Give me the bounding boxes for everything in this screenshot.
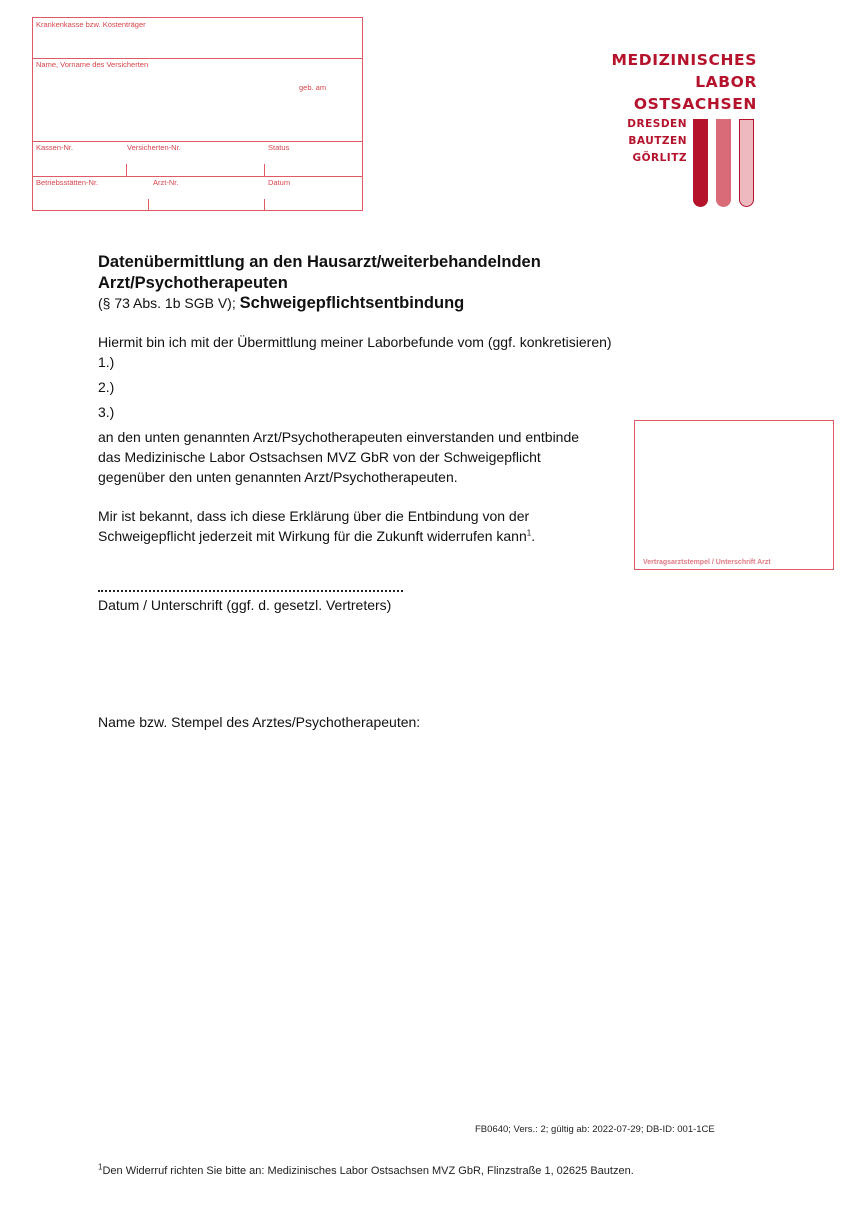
logo-line-3: OSTSACHSEN xyxy=(633,95,757,113)
kasse-label: Krankenkasse bzw. Kostenträger xyxy=(36,20,146,29)
legal-reference: (§ 73 Abs. 1b SGB V); xyxy=(98,295,240,311)
intro-text: Hiermit bin ich mit der Übermittlung meiner Laborbefunde vom (ggf. konkretisieren) xyxy=(98,334,612,350)
logo-line-2: LABOR xyxy=(695,73,757,91)
stamp-label: Vertragsarztstempel / Unterschrift Arzt xyxy=(643,559,771,566)
document-title-line-2: Arzt/Psychotherapeuten xyxy=(98,274,288,292)
form-tick xyxy=(264,199,265,211)
consent-text-line-3: gegenüber den unten genannten Arzt/Psychotherapeuten. xyxy=(98,469,458,485)
form-reference: FB0640; Vers.: 2; gültig ab: 2022-07-29; DB-ID: 001-1CE xyxy=(475,1124,715,1135)
footnote-text: Den Widerruf richten Sie bitte an: Medizinisches Labor Ostsachsen MVZ GbR, Flinzstraße 1, 02625 Bautzen. xyxy=(102,1165,634,1177)
form-divider xyxy=(33,176,362,177)
revoke-text-line-2 xyxy=(98,526,535,546)
logo-city-3: GÖRLITZ xyxy=(632,152,687,164)
signature-line[interactable] xyxy=(98,590,403,592)
form-tick xyxy=(264,164,265,176)
footnote-marker: 1 xyxy=(526,528,532,538)
doctor-label: Name bzw. Stempel des Arztes/Psychotherapeuten: xyxy=(98,714,421,730)
form-divider xyxy=(33,141,362,142)
list-item-2: 2.) xyxy=(98,379,115,395)
list-item-1: 1.) xyxy=(98,354,115,370)
consent-text-line-2: das Medizinische Labor Ostsachsen MVZ GbR von der Schweigepflicht xyxy=(98,449,541,465)
consent-text-line-1: an den unten genannten Arzt/Psychotherapeuten einverstanden und entbinde xyxy=(98,429,580,445)
footnote-marker: 1 xyxy=(98,1162,103,1172)
logo-city-2: BAUTZEN xyxy=(628,135,687,147)
logo-city-1: DRESDEN xyxy=(627,118,687,130)
arzt-nr-label: Arzt-Nr. xyxy=(153,178,179,187)
list-item-3: 3.) xyxy=(98,404,115,420)
logo-line-1: MEDIZINISCHES xyxy=(611,51,757,69)
versicherten-nr-label: Versicherten-Nr. xyxy=(127,143,181,152)
status-label: Status xyxy=(268,143,290,152)
revoke-text-line-1: Mir ist bekannt, dass ich diese Erklärung über die Entbindung von der xyxy=(98,508,530,524)
test-tube-icon xyxy=(739,119,754,207)
form-tick xyxy=(126,164,127,176)
document-subtitle xyxy=(98,294,464,313)
form-tick xyxy=(148,199,149,211)
footnote xyxy=(98,1162,634,1177)
doctor-stamp-box[interactable] xyxy=(634,420,834,570)
revoke-text: Schweigepflicht jederzeit mit Wirkung für die Zukunft widerrufen kann xyxy=(98,528,527,544)
form-divider xyxy=(33,58,362,59)
datum-label: Datum xyxy=(268,178,291,187)
signature-label: Datum / Unterschrift (ggf. d. gesetzl. Vertreters) xyxy=(98,597,392,613)
name-label: Name, Vorname des Versicherten xyxy=(36,60,149,69)
subtitle-bold: Schweigepflichtsentbindung xyxy=(239,294,465,312)
end-dot: . xyxy=(531,528,536,544)
insurance-form xyxy=(32,17,363,211)
test-tube-icon xyxy=(693,119,708,207)
kassen-nr-label: Kassen-Nr. xyxy=(36,143,74,152)
geb-label: geb. am xyxy=(299,83,327,92)
document-title: Datenübermittlung an den Hausarzt/weiterbehandelnden xyxy=(98,253,541,271)
test-tube-icon xyxy=(716,119,731,207)
betriebsstaetten-nr-label: Betriebsstätten-Nr. xyxy=(36,178,99,187)
